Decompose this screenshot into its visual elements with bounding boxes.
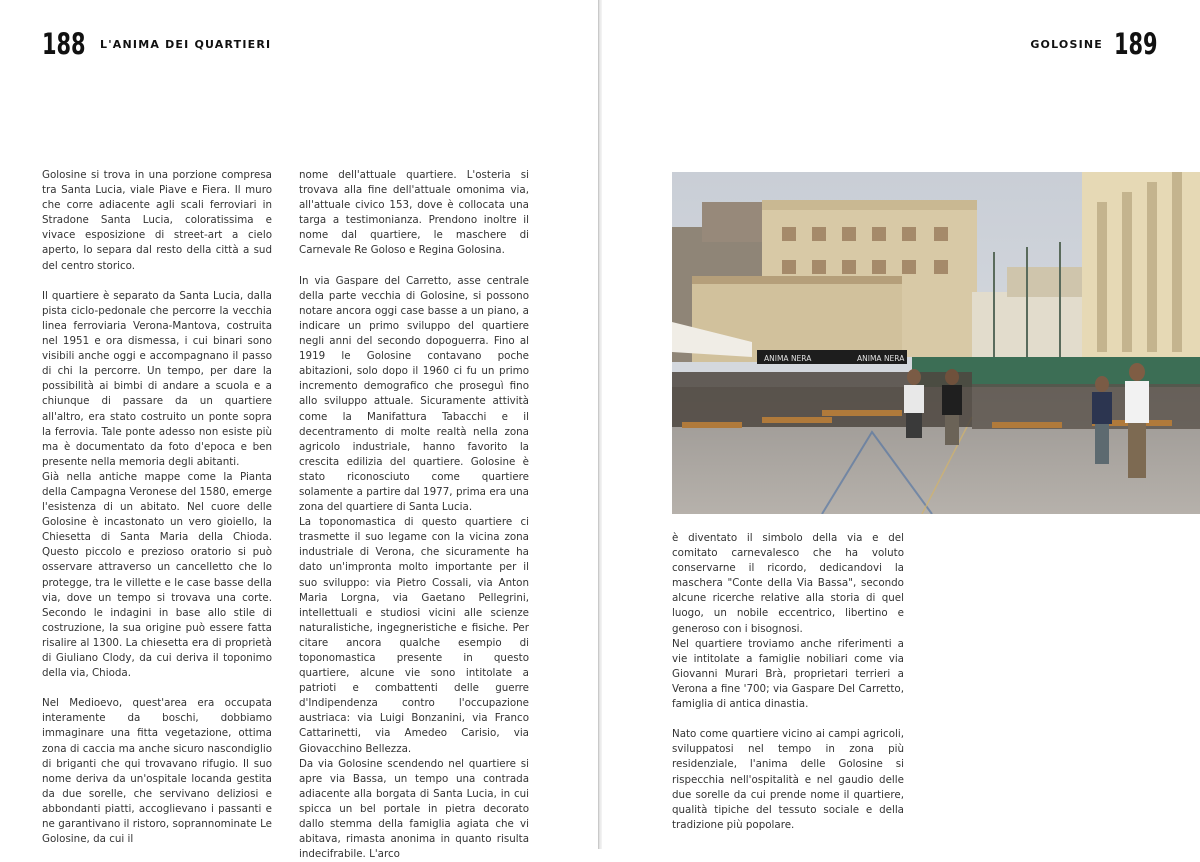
text-column-3: è diventato il simbolo della via e del comitato carnevalesco che ha voluto conservarne il ricordo, dedicandovi la maschera "Conte della Via Bassa", secondo alcune ricerche relative alla storia di quel luogo, un nobile eccentrico, libertino e generoso con i bisognosi. Nel quartiere troviamo anche riferimenti a vie intitolate a famiglie nobiliari come via Giovanni Murari Brà, proprietari terrieri a Verona a fine '700; via Gaspare Del Carretto, famiglia di antica dinastia. Nato come quartiere vicino ai campi agricoli, sviluppatosi nel tempo in zona più residenziale, l'anima delle Golosine si rispecchia nell'ospitalità e nel gaudio delle due sorelle da cui prende nome il quartiere, qualità tipiche del tessuto sociale e della tradizione più popolare. [672, 532, 904, 831]
photo-sign-2: ANIMA NERA [857, 354, 905, 363]
neighborhood-photo [672, 172, 1200, 514]
left-page [0, 0, 598, 861]
running-head-left: L'ANIMA DEI QUARTIERI [100, 38, 272, 51]
page-number-left: 188 [42, 27, 86, 61]
photo-illustration [672, 172, 1200, 514]
text-column-1: Golosine si trova in una porzione compresa tra Santa Lucia, viale Piave e Fiera. Il muro che corre adiacente agli scali ferroviari in Stradone Santa Lucia, coloratissima e vivace esposizione di street-art a cielo aperto, lo separa dal resto della città a sud del centro storico. Il quartiere è separato da Santa Lucia, dalla pista ciclo-pedonale che percorre la vecchia linea ferroviaria Verona-Mantova, costruita nel 1951 e ora dismessa, i cui binari sono visibili anche oggi e accompagnano il passo di chi la percorre. Un tempo, per dare la possibilità ai bimbi di andare a scuola e a chiunque di passare da un quartiere all'altro, era stato costruito un ponte sopra la ferrovia. Tale ponte adesso non esiste più ma è documentato da foto d'epoca e ben presente nella memoria degli abitanti. Già nella antiche mappe come la Pianta della Campagna Veronese del 1580, emerge l'esistenza di un abitato. Nel cuore delle Golosine è incastonato un vero gioiello, la Chiesetta di Santa Maria della Chioda. Questo piccolo e prezioso oratorio si può osservare attraverso un cancelletto che lo protegge, tra le villette e le case basse della via, dove un tempo si trovava una corte. Secondo le indagini in base allo stile di costruzione, la sua origine può essere fatta risalire al 1300. La chiesetta era di proprietà di Giuliano Clody, da cui deriva il toponimo della via, Chioda. Nel Medioevo, quest'area era occupata interamente da boschi, dobbiamo immaginare una fitta vegetazione, ottima zona di caccia ma anche sicuro nascondiglio di briganti che qui trovavano rifugio. Il suo nome deriva da un'ospitale locanda gestita da due sorelle, che servivano deliziosi e abbondanti piatti, accoglievano i passanti e ne garantivano il ristoro, soprannominate Le Golosine, da cui il [42, 169, 272, 846]
photo-sign-1: ANIMA NERA [764, 354, 812, 363]
right-page [602, 0, 1200, 849]
page-number-right: 189 [1114, 27, 1158, 61]
text-column-2: nome dell'attuale quartiere. L'osteria si trovava alla fine dell'attuale omonima via, all'attuale civico 153, dove è collocata una targa a testimonianza. Prendono inoltre il nome dal quartiere, le maschere di Carnevale Re Goloso e Regina Golosina. In via Gaspare del Carretto, asse centrale della parte vecchia di Golosine, si possono notare ancora oggi case basse a un piano, a indicare un primo sviluppo del quartiere negli anni del secondo dopoguerra. Fino al 1919 le Golosine contavano poche abitazioni, solo dopo il 1960 ci fu un primo incremento demografico che proseguì fino allo sviluppo attuale. Sicuramente attività come la Manifattura Tabacchi e il decentramento di molte realtà nella zona agricolo industriale, hanno favorito la crescita edilizia del quartiere. Golosine è stato riconosciuto come quartiere solamente a partire dal 1977, prima era una zona del quartiere di Santa Lucia. La toponomastica di questo quartiere ci trasmette il suo legame con la vicina zona industriale di Verona, che sicuramente ha dato un'impronta molto importante per il suo sviluppo: via Pietro Cossali, via Anton Maria Lorgna, via Gaetano Pellegrini, intellettuali e studiosi vicini alle scienze naturalistiche, ingegneristiche e fisiche. Per citare ancora qualche esempio di toponomastica presente in questo quartiere, alcune vie sono intitolate a patrioti e combattenti delle guerre d'Indipendenza contro l'occupazione austriaca: via Luigi Bonzanini, via Franco Cattarinetti, via Amedeo Carisio, via Giovacchino Bellezza. Da via Golosine scendendo nel quartiere si apre via Bassa, un tempo una contrada adiacente alla borgata di Santa Lucia, in cui spicca un bel portale in pietra decorato dallo stemma della famiglia agiata che vi abitava, rimasta anonima in quanto risulta indecifrabile. L'arco [299, 169, 529, 861]
running-head-right: GOLOSINE [1030, 38, 1103, 51]
